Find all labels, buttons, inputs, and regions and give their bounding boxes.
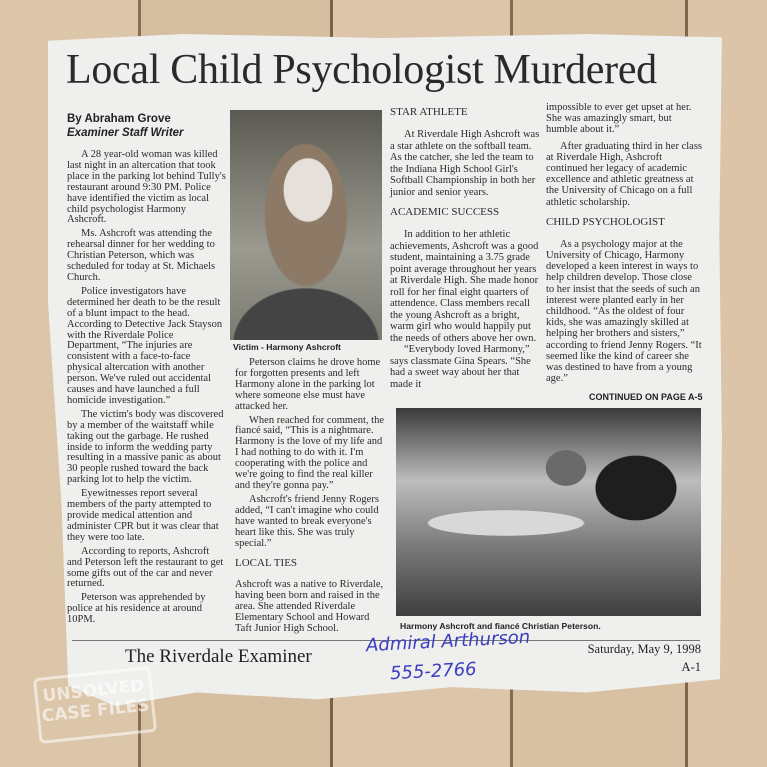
paragraph: Police investigators have determined her death to be the result of a blunt impact to the head. According to Detective Jack Stayson with the Riverdale Police Department, “The injuries are consistent with a face-to-face physical altercation with another person. We've ruled out accidental causes and have launched a full homicide investigation.” — [67, 285, 223, 406]
paragraph: In addition to her athletic achievements, Ashcroft was a good student, maintaining a 3.75 grade point average throughout her years at Riverdale High. She made honor roll for her final eight quarters of attendence. Class members recall the young Ashcroft as a bright, warm girl who would happily put the needs of others above her own. — [390, 229, 539, 344]
footer-date-page — [588, 640, 701, 676]
watermark-logo: UNSOLVED CASE FILES — [33, 666, 157, 744]
victim-photo-caption: Victim - Harmony Ashcroft — [233, 342, 341, 352]
paragraph: Peterson claims he drove home for forgotten presents and left Harmony alone in the parking lot where someone else must have attacked her. — [235, 357, 381, 412]
handwritten-phone: 555-2766 — [389, 658, 478, 685]
column-3 — [390, 104, 542, 390]
paragraph: “Everybody loved Harmony,” says classmate Gina Spears. “She had a sweet way about her that made it — [390, 344, 531, 390]
column-1 — [67, 150, 227, 626]
paragraph: According to reports, Ashcroft and Peterson left the restaurant to get some gifts out of the car and never returned. — [67, 545, 224, 590]
section-heading: CHILD PSYCHOLOGIST — [546, 215, 665, 228]
couple-photo — [396, 408, 701, 616]
page-number: A-1 — [681, 660, 701, 674]
section-heading: LOCAL TIES — [235, 557, 298, 570]
paragraph: Ashcroft was a native to Riverdale, having been born and raised in the area. She attended Riverdale Elementary School and Howard Taft Junior High School. — [235, 579, 384, 635]
section-heading: STAR ATHLETE — [390, 106, 468, 118]
paragraph: When reached for comment, the fiancé said, “This is a nightmare. Harmony is the love of my life and I had nothing to do with it. I'm cooperating with the police and we're going to find the real killer and they're gonna pay.” — [235, 414, 384, 491]
paragraph: Eyewitnesses report several members of the party attempted to provide medical attention and administer CPR but it was clear that they were too late. — [67, 488, 219, 543]
paragraph: Ms. Ashcroft was attending the rehearsal dinner for her wedding to Christian Peterson, which was scheduled for today at St. Michaels Church. — [67, 228, 216, 283]
handwritten-name: Admiral Arthurson — [365, 626, 531, 657]
byline — [67, 112, 184, 140]
headline: Local Child Psychologist Murdered — [66, 47, 657, 93]
newspaper-name: The Riverdale Examiner — [125, 646, 312, 667]
paragraph: impossible to ever get upset at her. She was amazingly smart, but humble about it.” — [546, 102, 692, 136]
paragraph: As a psychology major at the University of Chicago, Harmony developed a keen interest in ways to help children develop. Those close to her insist that the seeds of such an interest were planted early in her childhood. “As the oldest of four kids, she was amazingly skilled at helping her brothers and sisters,” according to friend Jenny Rogers. “It seemed like the kind of career she was destined to have from a young age.” — [546, 238, 702, 385]
issue-date: Saturday, May 9, 1998 — [587, 642, 701, 656]
paragraph: A 28 year-old woman was killed last night in an altercation that took place in the parking lot behind Tully's restaurant around 9:30 PM. Police have identified the victim as local child psychologist Harmony Ashcroft. — [67, 149, 226, 226]
author-role: Examiner Staff Writer — [67, 127, 184, 139]
continued-notice: CONTINUED ON PAGE A-5 — [589, 392, 703, 402]
column-4 — [546, 102, 702, 384]
section-heading: ACADEMIC SUCCESS — [390, 206, 500, 218]
paragraph: The victim's body was discovered by a member of the waitstaff while taking out the garbage. He rushed inside to inform the wedding party resulting in a massive panic as about 30 people rushed toward the back parking lot to help the victim. — [67, 408, 224, 486]
paragraph: At Riverdale High Ashcroft was a star athlete on the softball team. As the catcher, she led the team to the Indiana High School Girl's Softball Championship in both her junior and senior years. — [390, 129, 540, 198]
victim-photo — [230, 110, 382, 340]
couple-photo-caption: Harmony Ashcroft and fiancé Christian Peterson. — [400, 621, 601, 631]
paragraph: After graduating third in her class at Riverdale High, Ashcroft continued her legacy of academic excellence and athletic greatness at the University of Chicago on a full athletic scholarship. — [546, 140, 702, 208]
author: By Abraham Grove — [67, 113, 171, 125]
paragraph: Peterson was apprehended by police at his residence at around 10PM. — [67, 592, 206, 626]
column-2 — [235, 358, 387, 635]
paragraph: Ashcroft's friend Jenny Rogers added, “I can't imagine who could have wanted to break everyone's heart like this. She was truly special.” — [235, 493, 379, 549]
